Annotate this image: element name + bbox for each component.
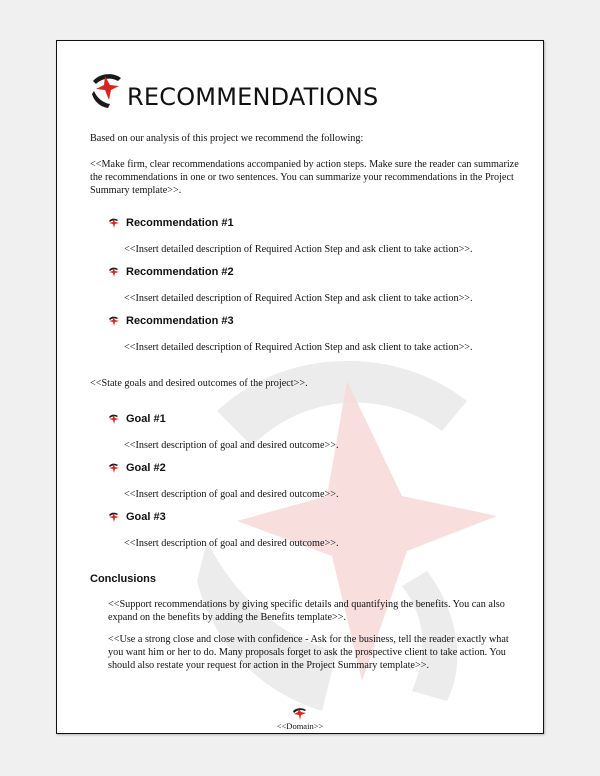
footer-domain: <<Domain>> [276, 721, 324, 731]
recommendation-3-heading [108, 315, 234, 327]
goal-2-title: Goal #2 [126, 462, 166, 474]
swoosh-logo-icon [91, 71, 125, 109]
conclusions-paragraph-2: <<Use a strong close and close with confidence - Ask for the business, tell the reader exactly what you want him or her to do. Many proposals forget to ask the prospective client to take action. You should also restate your request for action in the Project Summary template>>. [108, 634, 509, 671]
recommendation-3-text: <<Insert detailed description of Required Action Step and ask client to take action>>. [124, 342, 473, 353]
intro-text: Based on our analysis of this project we recommend the following: [90, 133, 364, 144]
page-footer [57, 707, 543, 731]
document-page [56, 40, 544, 734]
goal-1-heading [108, 413, 166, 425]
goal-3-title: Goal #3 [126, 511, 166, 523]
swoosh-bullet-icon [108, 462, 120, 474]
goal-2-text: <<Insert description of goal and desired outcome>>. [124, 489, 339, 500]
goal-1-title: Goal #1 [126, 413, 166, 425]
swoosh-bullet-icon [108, 315, 120, 327]
conclusions-paragraph-1: <<Support recommendations by giving specific details and quantifying the benefits. You can also expand on the benefits by adding the Benefits template>>. [108, 599, 505, 623]
goal-2-heading [108, 462, 166, 474]
intro-placeholder: <<Make firm, clear recommendations accompanied by action steps. Make sure the reader can summarize the recommendations in one or two sentences. You can summarize your recommendations in the Project Summary template>>. [90, 159, 519, 196]
swoosh-logo-icon [292, 707, 308, 721]
page-title: RECOMMENDATIONS [127, 83, 379, 111]
goal-3-text: <<Insert description of goal and desired outcome>>. [124, 538, 339, 549]
recommendation-2-title: Recommendation #2 [126, 266, 234, 278]
page-header [91, 71, 378, 109]
goal-1-text: <<Insert description of goal and desired outcome>>. [124, 440, 339, 451]
goal-3-heading [108, 511, 166, 523]
recommendation-1-heading [108, 217, 234, 229]
swoosh-bullet-icon [108, 413, 120, 425]
recommendation-1-text: <<Insert detailed description of Required Action Step and ask client to take action>>. [124, 244, 473, 255]
goals-intro: <<State goals and desired outcomes of the project>>. [90, 378, 308, 389]
recommendation-1-title: Recommendation #1 [126, 217, 234, 229]
conclusions-heading: Conclusions [90, 573, 157, 585]
recommendation-2-heading [108, 266, 234, 278]
recommendation-3-title: Recommendation #3 [126, 315, 234, 327]
swoosh-bullet-icon [108, 511, 120, 523]
recommendation-2-text: <<Insert detailed description of Required Action Step and ask client to take action>>. [124, 293, 473, 304]
swoosh-bullet-icon [108, 217, 120, 229]
swoosh-bullet-icon [108, 266, 120, 278]
